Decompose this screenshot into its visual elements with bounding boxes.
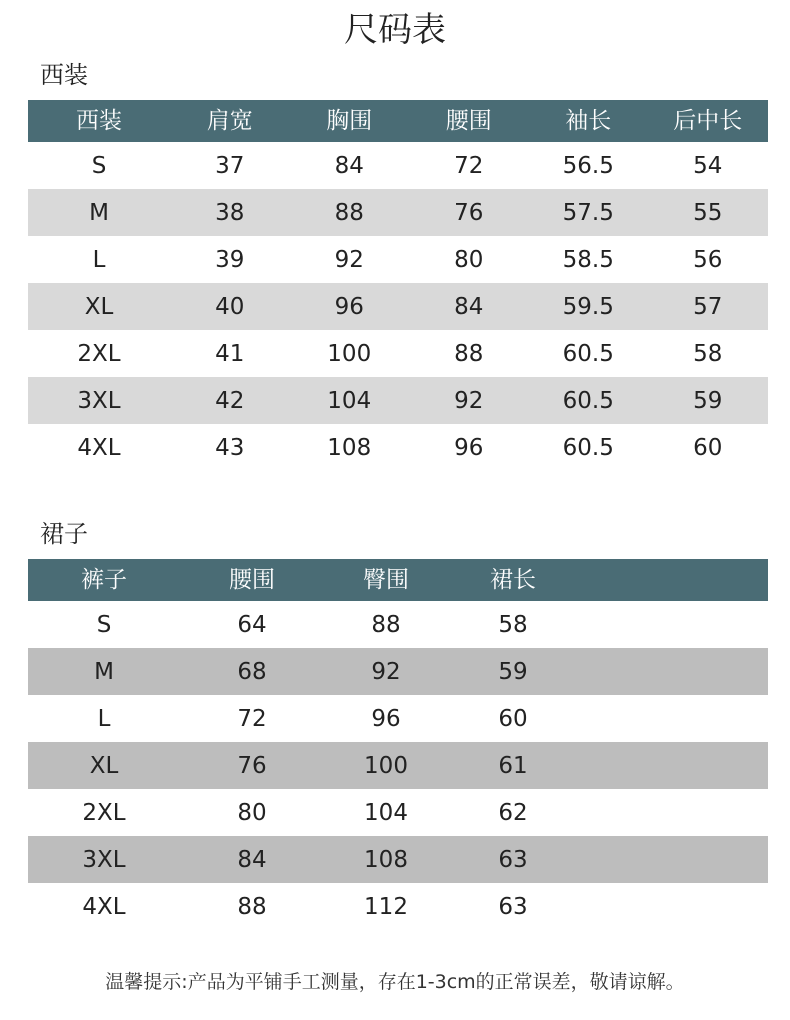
table-cell: 4XL: [82, 893, 126, 920]
suit-table-header: [28, 100, 768, 142]
table-row: [28, 330, 768, 377]
table-row: [28, 424, 768, 471]
table-cell: 63: [498, 893, 528, 920]
skirt-section-title: 裙子: [40, 520, 88, 548]
table-cell: XL: [84, 293, 114, 320]
table-cell: 88: [371, 611, 401, 638]
table-cell: 72: [454, 152, 484, 179]
table-cell: 60: [693, 434, 723, 461]
table-cell: 88: [334, 199, 364, 226]
table-cell: 76: [454, 199, 484, 226]
table-cell: 84: [237, 846, 267, 873]
table-cell: 80: [237, 799, 267, 826]
table-cell: 104: [327, 387, 372, 414]
table-cell: 43: [215, 434, 245, 461]
table-cell: 42: [215, 387, 245, 414]
table-cell: 56: [693, 246, 723, 273]
table-cell: 2XL: [82, 799, 126, 826]
table-cell: 57: [693, 293, 723, 320]
table-cell: S: [91, 152, 107, 179]
table-cell: 39: [215, 246, 245, 273]
table-cell: 76: [237, 752, 267, 779]
table-cell: 56.5: [562, 152, 614, 179]
header-cell: 肩宽: [206, 108, 253, 134]
table-row: [28, 695, 768, 742]
table-cell: 59.5: [562, 293, 614, 320]
table-cell: 40: [215, 293, 245, 320]
table-cell: 3XL: [77, 387, 121, 414]
table-cell: 59: [498, 658, 528, 685]
table-cell: 96: [334, 293, 364, 320]
table-cell: 41: [215, 340, 245, 367]
table-cell: 58.5: [562, 246, 614, 273]
table-cell: 96: [371, 705, 401, 732]
table-cell: 2XL: [77, 340, 121, 367]
table-cell: 92: [454, 387, 484, 414]
header-cell: 腰围: [229, 567, 275, 593]
table-cell: 64: [237, 611, 267, 638]
table-cell: 61: [498, 752, 528, 779]
skirt-size-table: [28, 559, 768, 930]
table-row: [28, 377, 768, 424]
table-row: [28, 836, 768, 883]
table-row: [28, 789, 768, 836]
suit-section-title: 西装: [40, 61, 88, 89]
table-cell: 54: [693, 152, 723, 179]
header-cell: 腰围: [445, 108, 492, 134]
table-row: [28, 601, 768, 648]
table-cell: 68: [237, 658, 267, 685]
table-row: [28, 648, 768, 695]
table-cell: 112: [364, 893, 408, 920]
table-cell: 63: [498, 846, 528, 873]
table-cell: L: [97, 705, 111, 732]
suit-size-table: [28, 100, 768, 471]
footnote: 温馨提示:产品为平铺手工测量，存在1-3cm的正常误差，敬请谅解。: [105, 971, 685, 993]
table-cell: 100: [364, 752, 408, 779]
table-row: [28, 189, 768, 236]
table-cell: 108: [327, 434, 372, 461]
table-cell: 100: [327, 340, 372, 367]
table-cell: 57.5: [562, 199, 614, 226]
table-cell: 88: [454, 340, 484, 367]
header-cell: 袖长: [565, 108, 612, 134]
table-cell: M: [89, 199, 109, 226]
table-cell: 3XL: [82, 846, 126, 873]
table-cell: M: [94, 658, 114, 685]
table-cell: 80: [454, 246, 484, 273]
header-cell: 裤子: [81, 567, 127, 593]
table-row: [28, 236, 768, 283]
table-cell: 60: [498, 705, 528, 732]
table-cell: 88: [237, 893, 267, 920]
table-cell: XL: [89, 752, 119, 779]
table-row: [28, 883, 768, 930]
table-cell: 58: [498, 611, 528, 638]
table-row: [28, 742, 768, 789]
header-cell: 胸围: [326, 108, 373, 134]
table-cell: 38: [215, 199, 245, 226]
table-cell: 72: [237, 705, 267, 732]
table-cell: 4XL: [77, 434, 121, 461]
table-cell: S: [96, 611, 112, 638]
table-cell: 59: [693, 387, 723, 414]
header-cell: 臀围: [363, 567, 409, 593]
skirt-table-header: [28, 559, 768, 601]
table-row: [28, 142, 768, 189]
table-cell: 62: [498, 799, 528, 826]
header-cell: 西装: [76, 108, 122, 134]
table-cell: 60.5: [562, 434, 614, 461]
table-cell: 60.5: [562, 340, 614, 367]
header-cell: 后中长: [673, 108, 743, 134]
table-cell: 37: [215, 152, 245, 179]
table-cell: 108: [364, 846, 408, 873]
table-cell: L: [92, 246, 106, 273]
table-cell: 58: [693, 340, 723, 367]
table-cell: 104: [364, 799, 408, 826]
table-cell: 92: [334, 246, 364, 273]
page-title: 尺码表: [344, 10, 446, 50]
table-cell: 92: [371, 658, 401, 685]
table-cell: 84: [334, 152, 364, 179]
table-row: [28, 283, 768, 330]
table-cell: 84: [454, 293, 484, 320]
table-cell: 96: [454, 434, 484, 461]
table-cell: 60.5: [562, 387, 614, 414]
table-cell: 55: [693, 199, 723, 226]
header-cell: 裙长: [490, 567, 536, 593]
